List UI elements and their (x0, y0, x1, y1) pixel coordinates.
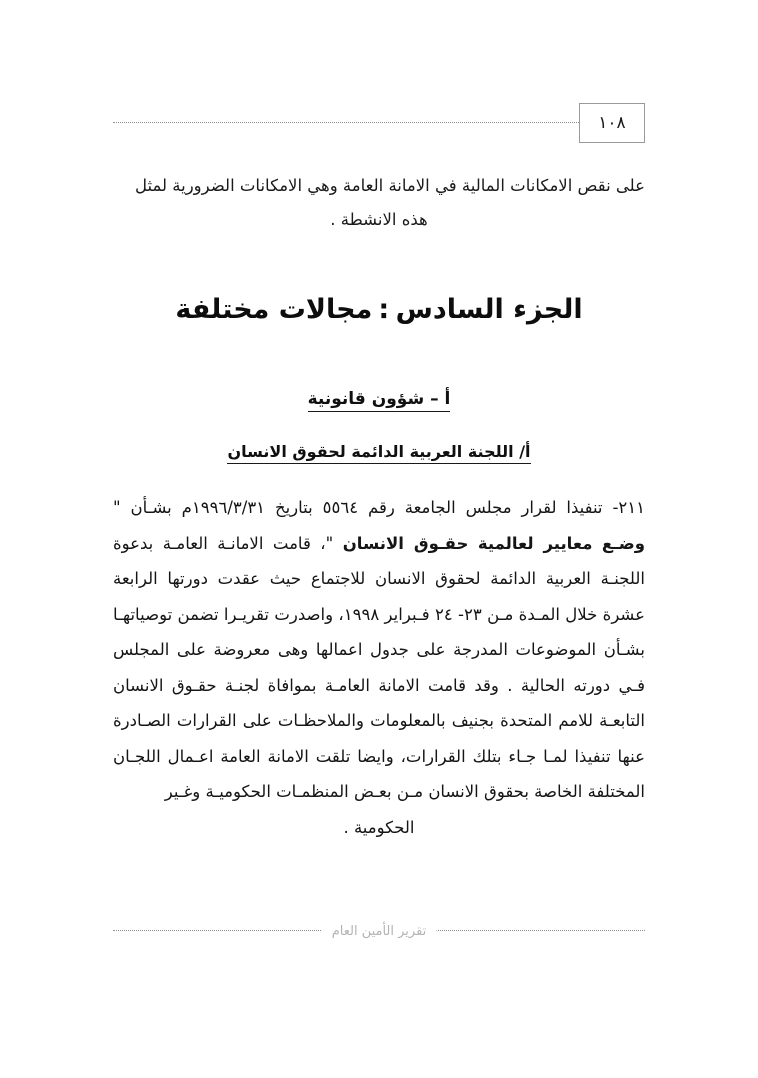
intro-paragraph (113, 170, 645, 236)
paragraph-211-line8: تنفيذا لمـا جـاء بتلك القرارات، وايضا تلقت الامانة العامة اعـمال اللجـان (113, 746, 611, 766)
paragraph-211-line3: الدائمة لحقوق الانسان للاجتماع حيث عقدت دورتها الرابعة عشرة خلال المـدة (113, 569, 645, 624)
paragraph-211-number: ٢١١- (612, 498, 645, 518)
part-title-separator: : (378, 294, 390, 326)
intro-paragraph-main: على نقص الامكانات المالية في الامانة العامة وهي الامكانات الضرورية لمثل (134, 176, 645, 195)
paragraph-211-line2c: "، قامت الامانـة العامـة بدعوة اللجنـة العربية (113, 533, 645, 589)
header-divider (113, 122, 645, 123)
page-content (113, 170, 645, 845)
paragraph-211-line7: للامم المتحدة بجنيف بالمعلومات والملاحظـات على القرارات الصـادرة عنها (113, 711, 645, 766)
section-a-heading (113, 389, 645, 412)
paragraph-211-line9: المختلفة الخاصة بحقوق الانسان مـن بعـض المنظمـات الحكوميـة وغـير (164, 782, 645, 802)
paragraph-211-line5: الموضوعات المدرجة على جدول اعمالها وهى معروضة على المجلس فـي (113, 640, 645, 695)
paragraph-211-line6: دورته الحالية . وقد قامت الامانة العامـة بموافاة لجنـة حقـوق الانسان التابعـة (113, 675, 646, 731)
part-title-left: الجزء السادس (395, 294, 583, 326)
part-title (113, 294, 645, 325)
part-title-right: مجالات مختلفة (175, 294, 373, 326)
paragraph-211 (113, 490, 645, 845)
section-a-label: أ – شؤون قانونية (308, 389, 451, 412)
page-header (0, 103, 758, 139)
page-number: ١٠٨ (579, 103, 645, 143)
subsection-heading (113, 442, 645, 464)
paragraph-211-line1a: تنفيذا لقرار مجلس الجامعة رقم ٥٥٦٤ بتاريخ ١٩٩٦/٣/٣١م بشـأن " (113, 498, 603, 518)
paragraph-211-line2a: معايير لعالمية (477, 533, 593, 553)
page-footer (113, 924, 645, 950)
intro-paragraph-tail: هذه الانشطة . (330, 210, 428, 230)
paragraph-211-line2b: حقـوق الانسان (342, 533, 469, 553)
paragraph-211-line4: مـن ٢٣- ٢٤ فـبراير ١٩٩٨، واصدرت تقريـرا تضمن توصياتهـا بشـأن (113, 604, 645, 660)
paragraph-211-line1b: وضـع (601, 533, 646, 553)
footer-label: تقرير الأمين العام (322, 924, 437, 939)
subsection-label: أ/ اللجنة العربية الدائمة لحقوق الانسان (227, 442, 530, 464)
paragraph-211-tail: الحكومية . (343, 817, 415, 837)
